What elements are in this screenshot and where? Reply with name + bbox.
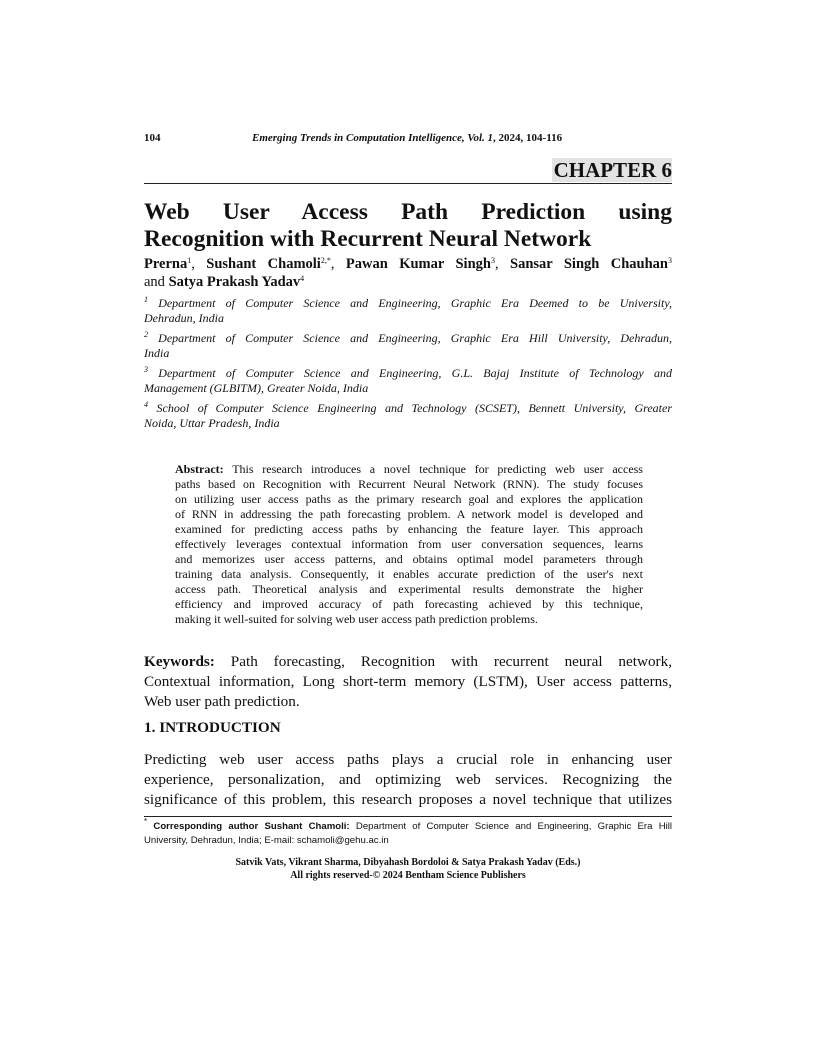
affil-text: Department of Computer Science and Engineering, G.L. Bajaj Institute of Technology and [158,366,673,380]
keywords-line-1 [144,652,672,672]
affiliation-3-cont: Management (GLBITM), Greater Noida, India [144,381,369,395]
affil-mark: 2,* [320,256,331,265]
page-number: 104 [144,132,161,144]
affil-mark: 1 [144,295,148,304]
editors-line: Satvik Vats, Vikrant Sharma, Dibyahash Bordoloi & Satya Prakash Yadav (Eds.) [235,857,581,868]
section-heading: 1. INTRODUCTION [144,719,281,736]
footnote-text: Department of Computer Science and Engineering, Graphic Era Hill [355,821,673,832]
title-line-1: Web User Access Path Prediction using [144,199,672,225]
journal-title: Emerging Trends in Computation Intelligence, Vol. 1 [252,132,494,144]
footnote-rule [144,816,672,817]
author: Sansar Singh Chauhan [510,256,668,272]
abstract-text: This research introduces a novel technique for predicting web user access [232,462,643,476]
body-line-1: Predicting web user access paths plays a crucial role in enhancing user [144,751,672,768]
affiliation-4 [144,401,672,416]
keywords-label: Keywords: [144,653,215,670]
body-line-2: experience, personalization, and optimizing web services. Recognizing the [144,771,672,788]
authors-line-2 [144,273,672,291]
footnote-mark: * [144,817,148,826]
authors-line-1: Prerna$^1$, Sushant Chamoli$^{2,*}$, Pawan Kumar Singh$^3$, Sansar Singh Chauhan$^3$ [144,256,672,272]
abstract-label: Abstract: [175,462,224,476]
and-text: and [144,274,165,290]
abstract-line: paths based on Recognition with Recurrent Neural Network (RNN). The study focuses [175,477,643,491]
abstract-line: effectively leverages contextual information from user conversation sequences, learns [175,537,643,551]
affiliation-3 [144,366,672,381]
running-header [252,132,562,144]
affiliation-2-cont: India [144,346,170,360]
affil-mark: 3 [144,365,148,374]
affiliation-1-cont: Dehradun, India [144,311,224,325]
affil-mark: 3 [490,256,495,265]
footnote-label: Corresponding author Sushant Chamoli: [153,821,350,832]
abstract-line [175,462,643,477]
abstract-line: of RNN in addressing the path forecasting problem. A network model is developed and [175,507,643,521]
body-line-3: significance of this problem, this research proposes a novel technique that utilizes [144,791,672,808]
author: Prerna [144,256,188,272]
affil-text: Department of Computer Science and Engineering, Graphic Era Deemed to be University, [158,296,673,310]
affiliation-4-cont: Noida, Uttar Pradesh, India [144,416,280,430]
abstract-line: access path. Theoretical analysis and experimental results demonstrate the higher [175,582,643,596]
abstract-line: and memorizes user access patterns, and obtains optimal model parameters through [175,552,643,566]
keywords-line-2: Contextual information, Long short-term memory (LSTM), User access patterns, [144,673,672,690]
author: Satya Prakash Yadav [168,274,301,290]
keywords-text: Path forecasting, Recognition with recurrent neural network, [230,653,672,670]
journal-details: , 2024, 104-116 [493,132,563,144]
author: Pawan Kumar Singh [345,256,491,272]
abstract-line: on utilizing user access paths as the primary research goal and explores the application [175,492,643,506]
footnote-line-1 [144,817,673,833]
abstract-line: examined for predicting access paths by enhancing the feature layer. This approach [175,522,643,536]
affil-mark: 1 [187,256,192,265]
affil-mark: 3 [668,256,672,265]
affil-mark: 4 [300,274,305,283]
affil-text: School of Computer Science Engineering and Technology (SCSET), Bennett University, Greater [156,401,673,415]
keywords-line-3: Web user path prediction. [144,693,300,710]
header-rule [144,183,672,184]
affil-text: Department of Computer Science and Engineering, Graphic Era Hill University, Dehradun, [158,331,673,345]
affil-mark: 4 [144,400,148,409]
abstract-line: training data analysis. Consequently, it enables accurate prediction of the user's next [175,567,643,581]
affil-mark: 2 [144,330,148,339]
title-line-2: Recognition with Recurrent Neural Network [144,226,592,252]
author: Sushant Chamoli [206,256,321,272]
chapter-label: CHAPTER 6 [553,158,672,182]
footnote-line-2: University, Dehradun, India; E-mail: schamoli@gehu.ac.in [144,835,389,846]
affiliation-2 [144,331,672,346]
affiliation-1 [144,296,672,311]
abstract-line: efficiency and improved accuracy of path forecasting achieved by this technique, [175,597,643,611]
copyright-line: All rights reserved-© 2024 Bentham Science Publishers [290,870,526,881]
abstract-line: making it well-suited for solving web user access path prediction problems. [175,612,538,626]
